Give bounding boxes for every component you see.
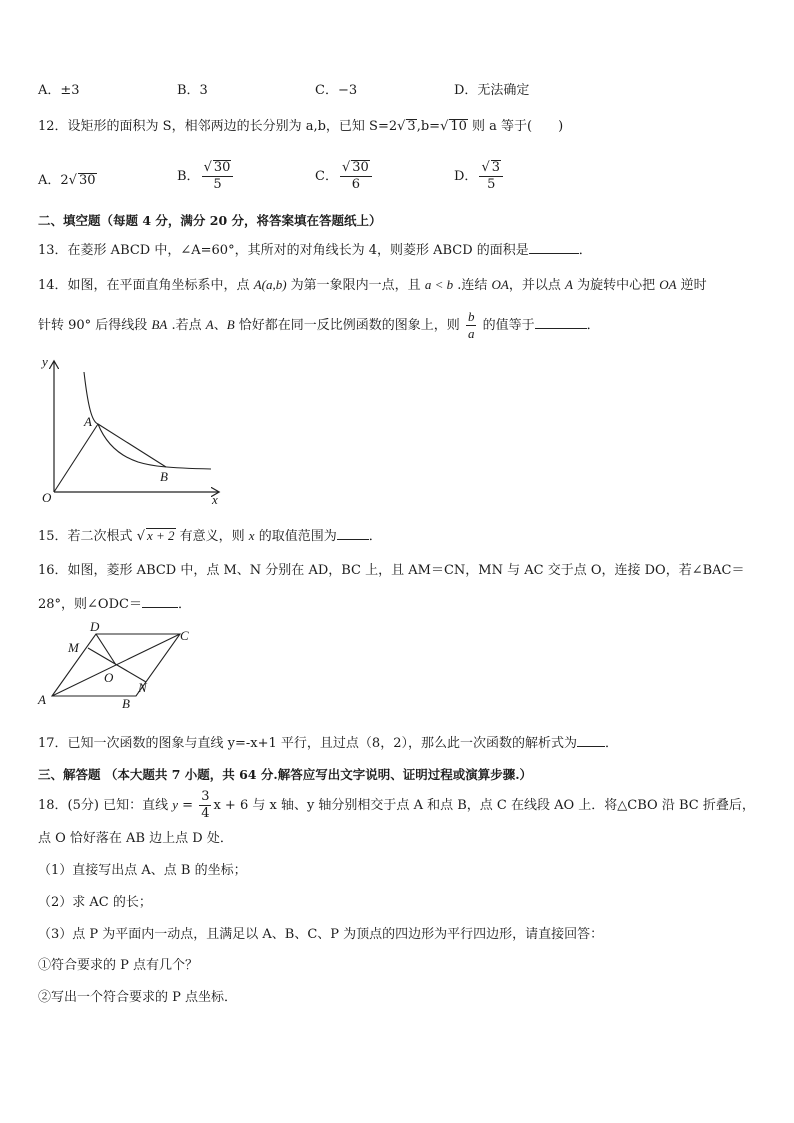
label-b: B	[160, 469, 168, 484]
q18-part-1: （1）直接写出点 A、点 B 的坐标；	[38, 863, 247, 878]
q12-option-b: B． $\frac{√ 30}{5}$	[177, 160, 235, 193]
inverse-proportion-curve	[84, 372, 211, 469]
q13-answer-blank	[529, 240, 579, 254]
q16-answer-blank	[142, 594, 178, 608]
q12-stem: 12．设矩形的面积为 S，相邻两边的长分别为 a,b，已知 S=2√ 3,b=√ 10 则 a 等于( )	[38, 119, 564, 134]
label-x: x	[212, 492, 218, 506]
q11-option-d: D．无法确定	[454, 83, 530, 98]
q16-figure	[34, 620, 204, 712]
q13: 13．在菱形 ABCD 中，∠A=60°，其所对的对角线长为 4，则菱形 ABCD 的面积是 ．	[38, 240, 592, 260]
q15-radicand: x + 2	[146, 528, 175, 543]
label-c: C	[180, 628, 189, 643]
section-2-heading: 二、填空题（每题 4 分，满分 20 分，将答案填在答题纸上）	[38, 213, 382, 228]
q14-line-2: 针转 90° 后得线段 BA .若点 A、B 恰好都在同一反比例函数的图象上，则 $\frac{b}{a}$ 的值等于 ．	[38, 309, 600, 341]
q12-option-a: A．2√ 30	[38, 173, 96, 188]
q14-line-1: 14．如图，在平面直角坐标系中，点 A(a,b) 为第一象限内一点，且 a < b .连结 OA，并以点 A 为旋转中心把 OA 逆时	[38, 277, 707, 293]
q11-option-b: B．3	[177, 83, 208, 98]
q16-line-1: 16．如图，菱形 ABCD 中，点 M、N 分别在 AD，BC 上，且 AM＝CN，MN 与 AC 交于点 O，连接 DO，若∠BAC＝	[38, 563, 745, 578]
q16-line-2: 28°，则∠ODC＝ ．	[38, 594, 191, 614]
label-y: y	[42, 354, 48, 369]
q17-answer-blank	[577, 733, 605, 747]
q18-part-3: （3）点 P 为平面内一动点，且满足以 A、B、C、P 为顶点的四边形为平行四边形，请直接回答：	[38, 927, 604, 942]
q18-line-1: 18．(5分) 已知：直线 y = $\frac{3}{4}$ x + 6 与 x 轴、y 轴分别相交于点 A 和点 B，点 C 在线段 AO 上．将△CBO 沿 BC 折叠后，	[38, 789, 755, 821]
label-o: O	[104, 670, 114, 685]
q12-option-c: C． $\frac{√ 30}{6}$	[315, 160, 374, 193]
segment-ab	[98, 424, 166, 467]
segment-oa	[54, 424, 98, 492]
label-d: D	[90, 620, 100, 634]
q14-figure	[36, 352, 232, 506]
q12-option-d: D． $\frac{√ 3}{5}$	[454, 160, 505, 193]
q18-part-2: （2）求 AC 的长；	[38, 895, 152, 910]
segment-mn	[88, 648, 146, 682]
q12-radical-3: 3	[407, 119, 416, 134]
label-a: A	[84, 414, 92, 429]
q17: 17．已知一次函数的图象与直线 y=-x+1 平行，且过点（8，2），那么此一次函数的解析式为 ．	[38, 733, 618, 753]
q18-sub-2: ②写出一个符合要求的 P 点坐标．	[38, 990, 238, 1005]
label-o: O	[42, 490, 52, 505]
q18-line-2: 点 O 恰好落在 AB 边上点 D 处．	[38, 831, 233, 846]
q14-answer-blank	[535, 315, 587, 329]
label-n: N	[138, 680, 147, 695]
q15: 15．若二次根式 √ x + 2 有意义，则 x 的取值范围为 ．	[38, 528, 382, 544]
segment-do	[96, 634, 116, 665]
label-a: A	[38, 692, 46, 707]
q12-radical-10: 10	[450, 119, 467, 134]
q15-answer-blank	[337, 526, 369, 540]
q11-option-a: A．±3	[38, 83, 80, 98]
q18-sub-1: ①符合要求的 P 点有几个？	[38, 958, 199, 973]
section-3-heading: 三、解答题 （本大题共 7 小题，共 64 分.解答应写出文字说明、证明过程或演算步骤.）	[38, 767, 533, 782]
q11-option-c: C．−3	[315, 83, 358, 98]
label-b: B	[122, 696, 130, 711]
label-m: M	[68, 640, 79, 655]
